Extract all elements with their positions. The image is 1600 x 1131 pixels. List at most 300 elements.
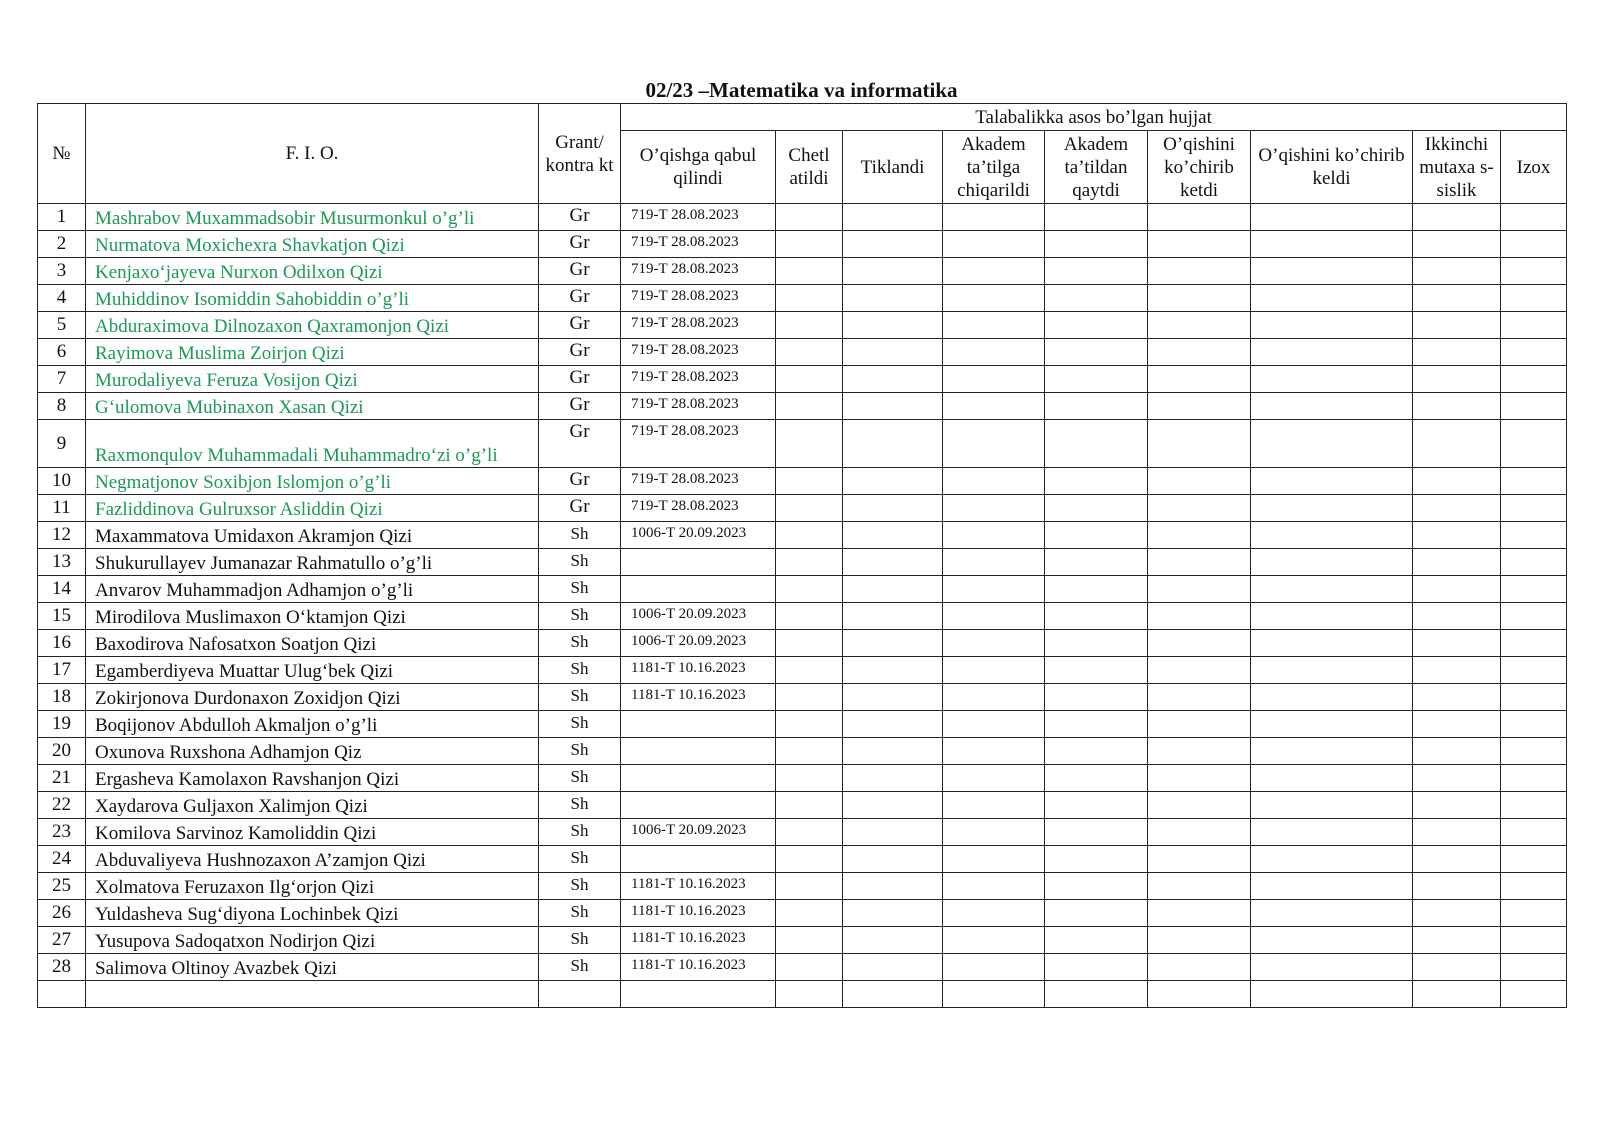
empty-cell xyxy=(943,231,1045,258)
empty-cell xyxy=(843,900,943,927)
admission-document: 719-T 28.08.2023 xyxy=(621,285,776,312)
row-number: 20 xyxy=(38,738,86,765)
empty-cell xyxy=(1501,954,1567,981)
table-row xyxy=(38,204,1567,231)
empty-cell xyxy=(776,738,843,765)
admission-document: 719-T 28.08.2023 xyxy=(621,258,776,285)
admission-document: 1181-T 10.16.2023 xyxy=(621,873,776,900)
empty-cell xyxy=(776,684,843,711)
empty-cell xyxy=(943,522,1045,549)
empty-cell xyxy=(943,900,1045,927)
empty-cell xyxy=(1251,312,1413,339)
row-number: 26 xyxy=(38,900,86,927)
empty-cell xyxy=(1148,231,1251,258)
empty-cell xyxy=(1501,366,1567,393)
row-number: 15 xyxy=(38,603,86,630)
row-number: 10 xyxy=(38,468,86,495)
row-number: 24 xyxy=(38,846,86,873)
student-name: Egamberdiyeva Muattar Ulug‘bek Qizi xyxy=(86,657,539,684)
empty-cell xyxy=(776,312,843,339)
empty-cell xyxy=(943,927,1045,954)
empty-cell xyxy=(843,258,943,285)
student-name: Xolmatova Feruzaxon Ilg‘orjon Qizi xyxy=(86,873,539,900)
funding-type: Gr xyxy=(539,285,621,312)
student-name: Murodaliyeva Feruza Vosijon Qizi xyxy=(86,366,539,393)
empty-cell xyxy=(776,873,843,900)
student-name: Salimova Oltinoy Avazbek Qizi xyxy=(86,954,539,981)
empty-cell xyxy=(776,576,843,603)
row-number: 12 xyxy=(38,522,86,549)
row-number: 27 xyxy=(38,927,86,954)
funding-type: Gr xyxy=(539,231,621,258)
empty-cell xyxy=(1413,420,1501,468)
admission-document: 1006-T 20.09.2023 xyxy=(621,522,776,549)
empty-cell xyxy=(1148,312,1251,339)
empty-cell xyxy=(1501,603,1567,630)
empty-cell xyxy=(1251,285,1413,312)
empty-cell xyxy=(776,204,843,231)
table-row xyxy=(38,657,1567,684)
empty-cell xyxy=(1501,981,1567,1008)
empty-cell xyxy=(1501,873,1567,900)
empty-cell xyxy=(1501,819,1567,846)
empty-cell xyxy=(843,285,943,312)
empty-cell xyxy=(1148,819,1251,846)
empty-cell xyxy=(1251,738,1413,765)
empty-cell xyxy=(1045,420,1148,468)
student-name: Rayimova Muslima Zoirjon Qizi xyxy=(86,339,539,366)
admission-document xyxy=(621,576,776,603)
empty-cell xyxy=(776,846,843,873)
header-admitted: O’qishga qabul qilindi xyxy=(621,131,776,204)
table-row xyxy=(38,792,1567,819)
admission-document: 1181-T 10.16.2023 xyxy=(621,954,776,981)
empty-cell xyxy=(1501,549,1567,576)
empty-cell xyxy=(776,495,843,522)
funding-type: Sh xyxy=(539,927,621,954)
empty-cell xyxy=(1045,258,1148,285)
funding-type: Sh xyxy=(539,522,621,549)
admission-document xyxy=(621,792,776,819)
admission-document: 719-T 28.08.2023 xyxy=(621,495,776,522)
empty-cell xyxy=(1413,738,1501,765)
row-number: 25 xyxy=(38,873,86,900)
table-row xyxy=(38,468,1567,495)
table-row xyxy=(38,231,1567,258)
empty-cell xyxy=(1501,927,1567,954)
funding-type: Sh xyxy=(539,684,621,711)
empty-cell xyxy=(38,981,86,1008)
empty-cell xyxy=(1045,900,1148,927)
empty-cell xyxy=(1251,900,1413,927)
empty-cell xyxy=(1413,630,1501,657)
funding-type: Gr xyxy=(539,204,621,231)
empty-cell xyxy=(1148,927,1251,954)
header-grant-contract: Grant/ kontra kt xyxy=(539,104,621,204)
admission-document: 719-T 28.08.2023 xyxy=(621,366,776,393)
empty-cell xyxy=(843,468,943,495)
funding-type: Sh xyxy=(539,711,621,738)
row-number: 18 xyxy=(38,684,86,711)
empty-cell xyxy=(1045,738,1148,765)
empty-cell xyxy=(776,927,843,954)
empty-cell xyxy=(1148,366,1251,393)
funding-type: Sh xyxy=(539,630,621,657)
empty-cell xyxy=(86,981,539,1008)
empty-cell xyxy=(1413,846,1501,873)
header-academic-leave-back: Akadem ta’tildan qaytdi xyxy=(1045,131,1148,204)
empty-cell xyxy=(943,630,1045,657)
empty-cell xyxy=(943,468,1045,495)
empty-cell xyxy=(1148,684,1251,711)
admission-document: 1181-T 10.16.2023 xyxy=(621,900,776,927)
empty-cell xyxy=(1413,873,1501,900)
student-name: Oxunova Ruxshona Adhamjon Qiz xyxy=(86,738,539,765)
empty-cell xyxy=(1501,846,1567,873)
empty-cell xyxy=(1045,231,1148,258)
empty-cell xyxy=(1045,657,1148,684)
admission-document: 1006-T 20.09.2023 xyxy=(621,819,776,846)
empty-cell xyxy=(776,231,843,258)
empty-cell xyxy=(1148,981,1251,1008)
empty-cell xyxy=(1413,285,1501,312)
empty-cell xyxy=(1045,339,1148,366)
student-name: Abduvaliyeva Hushnozaxon A’zamjon Qizi xyxy=(86,846,539,873)
empty-cell xyxy=(1501,393,1567,420)
empty-cell xyxy=(1045,927,1148,954)
empty-cell xyxy=(843,204,943,231)
empty-cell xyxy=(1501,792,1567,819)
empty-cell xyxy=(943,792,1045,819)
student-name: Maxammatova Umidaxon Akramjon Qizi xyxy=(86,522,539,549)
row-number: 14 xyxy=(38,576,86,603)
funding-type: Gr xyxy=(539,468,621,495)
empty-cell xyxy=(1501,684,1567,711)
empty-cell xyxy=(1413,339,1501,366)
empty-cell xyxy=(843,981,943,1008)
empty-cell xyxy=(1148,339,1251,366)
funding-type: Sh xyxy=(539,765,621,792)
empty-cell xyxy=(943,285,1045,312)
empty-cell xyxy=(1413,711,1501,738)
empty-cell xyxy=(776,630,843,657)
empty-cell xyxy=(1148,204,1251,231)
empty-cell xyxy=(1045,468,1148,495)
empty-cell xyxy=(943,711,1045,738)
empty-cell xyxy=(843,522,943,549)
empty-cell xyxy=(843,846,943,873)
empty-cell xyxy=(1251,468,1413,495)
header-note: Izox xyxy=(1501,131,1567,204)
table-row xyxy=(38,258,1567,285)
funding-type: Gr xyxy=(539,393,621,420)
empty-cell xyxy=(943,873,1045,900)
empty-cell xyxy=(1501,738,1567,765)
empty-cell xyxy=(1251,792,1413,819)
empty-cell xyxy=(1148,549,1251,576)
table-row xyxy=(38,873,1567,900)
student-name: Nurmatova Moxichexra Shavkatjon Qizi xyxy=(86,231,539,258)
empty-cell xyxy=(843,873,943,900)
header-number: № xyxy=(38,104,86,204)
empty-cell xyxy=(943,339,1045,366)
student-name: Yusupova Sadoqatxon Nodirjon Qizi xyxy=(86,927,539,954)
student-name: Shukurullayev Jumanazar Rahmatullo o’g’li xyxy=(86,549,539,576)
empty-cell xyxy=(1413,495,1501,522)
row-number: 1 xyxy=(38,204,86,231)
empty-cell xyxy=(1413,765,1501,792)
empty-cell xyxy=(1501,231,1567,258)
empty-cell xyxy=(843,765,943,792)
empty-cell xyxy=(843,231,943,258)
student-name: G‘ulomova Mubinaxon Xasan Qizi xyxy=(86,393,539,420)
empty-cell xyxy=(943,765,1045,792)
empty-cell xyxy=(1251,420,1413,468)
empty-cell xyxy=(843,819,943,846)
student-name: Kenjaxo‘jayeva Nurxon Odilxon Qizi xyxy=(86,258,539,285)
empty-cell xyxy=(943,393,1045,420)
empty-cell xyxy=(1413,204,1501,231)
funding-type: Gr xyxy=(539,258,621,285)
empty-cell xyxy=(1148,603,1251,630)
empty-cell xyxy=(1148,258,1251,285)
empty-cell xyxy=(1413,792,1501,819)
empty-cell xyxy=(1045,954,1148,981)
admission-document: 1181-T 10.16.2023 xyxy=(621,657,776,684)
admission-document xyxy=(621,711,776,738)
empty-cell xyxy=(776,657,843,684)
empty-cell xyxy=(1148,522,1251,549)
empty-cell xyxy=(1045,765,1148,792)
empty-cell xyxy=(1413,393,1501,420)
table-row xyxy=(38,819,1567,846)
funding-type: Sh xyxy=(539,549,621,576)
empty-cell xyxy=(776,819,843,846)
empty-cell xyxy=(1045,819,1148,846)
header-academic-leave-out: Akadem ta’tilga chiqarildi xyxy=(943,131,1045,204)
empty-cell xyxy=(1501,630,1567,657)
empty-cell xyxy=(1148,495,1251,522)
admission-document: 719-T 28.08.2023 xyxy=(621,312,776,339)
blank-row xyxy=(38,981,1567,1008)
empty-cell xyxy=(1148,738,1251,765)
empty-cell xyxy=(1501,258,1567,285)
empty-cell xyxy=(843,495,943,522)
funding-type: Sh xyxy=(539,792,621,819)
empty-cell xyxy=(1501,576,1567,603)
row-number: 5 xyxy=(38,312,86,339)
empty-cell xyxy=(776,522,843,549)
student-table xyxy=(37,103,1567,1008)
empty-cell xyxy=(1045,792,1148,819)
student-name: Baxodirova Nafosatxon Soatjon Qizi xyxy=(86,630,539,657)
empty-cell xyxy=(776,792,843,819)
row-number: 2 xyxy=(38,231,86,258)
student-name: Mashrabov Muxammadsobir Musurmonkul o’g’li xyxy=(86,204,539,231)
empty-cell xyxy=(1148,630,1251,657)
table-row xyxy=(38,630,1567,657)
student-name: Raxmonqulov Muhammadali Muhammadro‘zi o’g’li xyxy=(86,420,539,468)
empty-cell xyxy=(1501,495,1567,522)
empty-cell xyxy=(1045,312,1148,339)
admission-document xyxy=(621,765,776,792)
empty-cell xyxy=(843,393,943,420)
table-row xyxy=(38,393,1567,420)
admission-document: 719-T 28.08.2023 xyxy=(621,231,776,258)
empty-cell xyxy=(1413,927,1501,954)
funding-type: Sh xyxy=(539,873,621,900)
student-name: Fazliddinova Gulruxsor Asliddin Qizi xyxy=(86,495,539,522)
empty-cell xyxy=(1045,366,1148,393)
empty-cell xyxy=(943,204,1045,231)
empty-cell xyxy=(843,576,943,603)
empty-cell xyxy=(1045,603,1148,630)
row-number: 19 xyxy=(38,711,86,738)
header-fio: F. I. O. xyxy=(86,104,539,204)
admission-document: 719-T 28.08.2023 xyxy=(621,420,776,468)
empty-cell xyxy=(943,576,1045,603)
empty-cell xyxy=(776,765,843,792)
row-number: 9 xyxy=(38,420,86,468)
empty-cell xyxy=(1045,576,1148,603)
empty-cell xyxy=(1251,204,1413,231)
empty-cell xyxy=(1501,657,1567,684)
empty-cell xyxy=(1251,495,1413,522)
empty-cell xyxy=(1251,231,1413,258)
table-row xyxy=(38,684,1567,711)
empty-cell xyxy=(1413,468,1501,495)
funding-type: Sh xyxy=(539,576,621,603)
funding-type: Sh xyxy=(539,603,621,630)
empty-cell xyxy=(776,549,843,576)
empty-cell xyxy=(1501,900,1567,927)
row-number: 16 xyxy=(38,630,86,657)
empty-cell xyxy=(1251,954,1413,981)
empty-cell xyxy=(539,981,621,1008)
table-body xyxy=(38,204,1567,1008)
empty-cell xyxy=(1148,576,1251,603)
empty-cell xyxy=(1045,549,1148,576)
empty-cell xyxy=(1251,339,1413,366)
empty-cell xyxy=(843,657,943,684)
student-name: Ergasheva Kamolaxon Ravshanjon Qizi xyxy=(86,765,539,792)
empty-cell xyxy=(1045,684,1148,711)
empty-cell xyxy=(776,420,843,468)
table-row xyxy=(38,339,1567,366)
empty-cell xyxy=(1413,657,1501,684)
row-number: 7 xyxy=(38,366,86,393)
empty-cell xyxy=(1501,711,1567,738)
empty-cell xyxy=(843,549,943,576)
empty-cell xyxy=(1251,522,1413,549)
empty-cell xyxy=(1413,522,1501,549)
row-number: 13 xyxy=(38,549,86,576)
empty-cell xyxy=(776,981,843,1008)
admission-document: 719-T 28.08.2023 xyxy=(621,339,776,366)
empty-cell xyxy=(1251,846,1413,873)
empty-cell xyxy=(1251,765,1413,792)
row-number: 8 xyxy=(38,393,86,420)
empty-cell xyxy=(943,312,1045,339)
empty-cell xyxy=(843,954,943,981)
empty-cell xyxy=(1251,981,1413,1008)
empty-cell xyxy=(1501,468,1567,495)
row-number: 6 xyxy=(38,339,86,366)
table-row xyxy=(38,927,1567,954)
empty-cell xyxy=(1501,285,1567,312)
empty-cell xyxy=(776,711,843,738)
empty-cell xyxy=(1251,549,1413,576)
empty-cell xyxy=(1251,576,1413,603)
empty-cell xyxy=(1148,846,1251,873)
header-transfer-in: O’qishini ko’chirib keldi xyxy=(1251,131,1413,204)
empty-cell xyxy=(1251,393,1413,420)
header-basis-document: Talabalikka asos bo’lgan hujjat xyxy=(621,104,1567,131)
empty-cell xyxy=(943,954,1045,981)
empty-cell xyxy=(621,981,776,1008)
empty-cell xyxy=(843,711,943,738)
empty-cell xyxy=(1413,576,1501,603)
admission-document: 1006-T 20.09.2023 xyxy=(621,630,776,657)
empty-cell xyxy=(1501,420,1567,468)
empty-cell xyxy=(943,657,1045,684)
admission-document xyxy=(621,738,776,765)
empty-cell xyxy=(1148,792,1251,819)
empty-cell xyxy=(1045,495,1148,522)
empty-cell xyxy=(1045,630,1148,657)
empty-cell xyxy=(1148,765,1251,792)
empty-cell xyxy=(1045,393,1148,420)
student-name: Mirodilova Muslimaxon O‘ktamjon Qizi xyxy=(86,603,539,630)
document-title: 02/23 –Matematika va informatika xyxy=(645,78,958,102)
funding-type: Sh xyxy=(539,846,621,873)
empty-cell xyxy=(776,393,843,420)
empty-cell xyxy=(943,846,1045,873)
row-number: 17 xyxy=(38,657,86,684)
empty-cell xyxy=(1045,981,1148,1008)
empty-cell xyxy=(1251,657,1413,684)
funding-type: Sh xyxy=(539,900,621,927)
empty-cell xyxy=(843,684,943,711)
admission-document: 719-T 28.08.2023 xyxy=(621,204,776,231)
empty-cell xyxy=(1251,873,1413,900)
table-row xyxy=(38,366,1567,393)
funding-type: Sh xyxy=(539,738,621,765)
admission-document xyxy=(621,846,776,873)
row-number: 4 xyxy=(38,285,86,312)
empty-cell xyxy=(943,603,1045,630)
row-number: 3 xyxy=(38,258,86,285)
empty-cell xyxy=(943,366,1045,393)
header-restored: Tiklandi xyxy=(843,131,943,204)
funding-type: Gr xyxy=(539,339,621,366)
funding-type: Gr xyxy=(539,366,621,393)
empty-cell xyxy=(1251,603,1413,630)
empty-cell xyxy=(1413,258,1501,285)
funding-type: Gr xyxy=(539,420,621,468)
admission-document: 719-T 28.08.2023 xyxy=(621,393,776,420)
student-name: Xaydarova Guljaxon Xalimjon Qizi xyxy=(86,792,539,819)
empty-cell xyxy=(943,738,1045,765)
empty-cell xyxy=(1251,819,1413,846)
empty-cell xyxy=(843,366,943,393)
empty-cell xyxy=(843,738,943,765)
table-row xyxy=(38,900,1567,927)
empty-cell xyxy=(1045,285,1148,312)
empty-cell xyxy=(1251,366,1413,393)
header-expelled: Chetl atildi xyxy=(776,131,843,204)
empty-cell xyxy=(1251,630,1413,657)
